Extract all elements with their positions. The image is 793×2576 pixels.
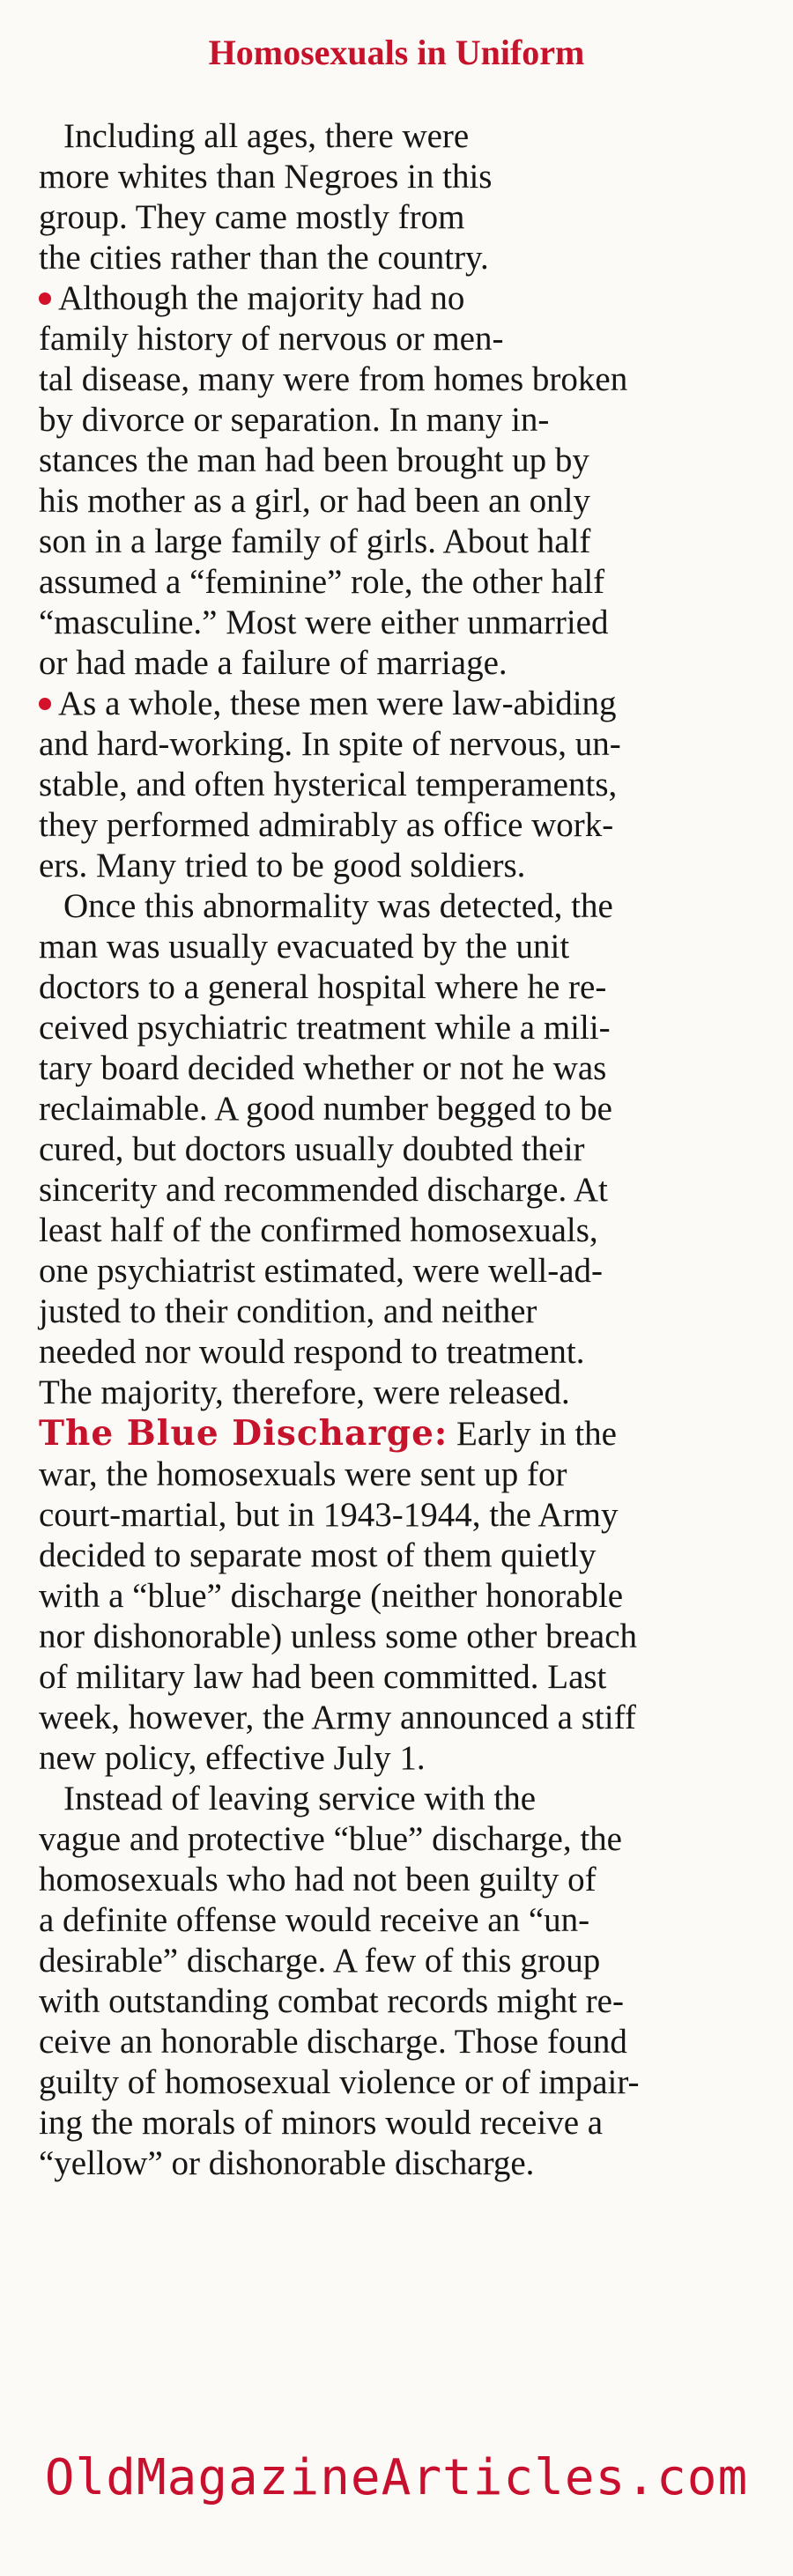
text-line (39, 1617, 761, 1657)
text-line (39, 1008, 761, 1048)
line-text: sincerity and recommended discharge. At (39, 1171, 608, 1209)
line-text: ceive an honorable discharge. Those found (39, 2023, 627, 2061)
text-line (39, 643, 761, 684)
text-line (39, 1089, 761, 1129)
line-text: Instead of leaving service with the (63, 1780, 537, 1817)
text-line (39, 440, 761, 481)
article-paragraph (39, 278, 761, 684)
line-text: desirable” discharge. A few of this group (39, 1942, 601, 1980)
text-line (39, 1210, 761, 1251)
line-text: Including all ages, there were (63, 117, 470, 155)
line-text: tal disease, many were from homes broken (39, 360, 628, 398)
text-line (39, 1332, 761, 1373)
text-line (39, 1373, 761, 1413)
line-text: of military law had been committed. Last (39, 1658, 607, 1696)
line-text: war, the homosexuals were sent up for (39, 1455, 567, 1493)
line-text: ing the morals of minors would receive a (39, 2104, 604, 2142)
line-text: guilty of homosexual violence or of impair- (39, 2063, 640, 2101)
text-line (39, 2143, 761, 2184)
line-text: homosexuals who had not been guilty of (39, 1861, 597, 1899)
text-line (39, 2103, 761, 2143)
line-text: justed to their condition, and neither (39, 1292, 537, 1330)
line-text: cured, but doctors usually doubted their (39, 1130, 585, 1168)
line-text: “masculine.” Most were either unmarried (39, 603, 609, 641)
bullet-dot-icon (39, 292, 51, 305)
text-line (39, 1251, 761, 1292)
line-text: family history of nervous or men- (39, 320, 504, 358)
text-line (39, 1941, 761, 1981)
text-line (39, 927, 761, 967)
text-line (39, 157, 761, 197)
text-line (39, 522, 761, 562)
line-text: vague and protective “blue” discharge, the (39, 1820, 622, 1858)
text-line (39, 1698, 761, 1738)
text-line (39, 603, 761, 643)
line-text: Although the majority had no (58, 279, 465, 317)
line-text: assumed a “feminine” role, the other half (39, 563, 605, 601)
line-text: new policy, effective July 1. (39, 1739, 426, 1777)
line-text: tary board decided whether or not he was (39, 1049, 607, 1087)
line-text: “yellow” or dishonorable discharge. (39, 2144, 535, 2182)
line-text: or had made a failure of marriage. (39, 644, 508, 682)
line-text: ceived psychiatric treatment while a mili- (39, 1009, 611, 1047)
article-title: Homosexuals in Uniform (208, 33, 585, 72)
text-line (39, 2022, 761, 2062)
line-text: a definite offense would receive an “un- (39, 1901, 590, 1939)
line-text: with a “blue” discharge (neither honorable (39, 1577, 624, 1615)
line-text: stable, and often hysterical temperaments, (39, 766, 618, 803)
subhead-runin: The Blue Discharge: (39, 1413, 448, 1454)
line-text: by divorce or separation. In many in- (39, 401, 550, 439)
line-text: stances the man had been brought up by (39, 441, 589, 479)
text-line (39, 1738, 761, 1779)
text-line (39, 1779, 761, 1819)
text-line (39, 1129, 761, 1170)
line-text: least half of the confirmed homosexuals, (39, 1211, 598, 1249)
text-line (39, 1170, 761, 1210)
article-body (39, 116, 761, 2184)
line-text: Early in the (448, 1415, 617, 1453)
line-text: reclaimable. A good number begged to be (39, 1090, 612, 1128)
line-text: needed nor would respond to treatment. (39, 1333, 585, 1371)
text-line (39, 846, 761, 886)
line-text: the cities rather than the country. (39, 239, 489, 277)
line-text: court-martial, but in 1943-1944, the Army (39, 1496, 619, 1534)
text-line (39, 197, 761, 238)
text-line (39, 886, 761, 927)
line-text: nor dishonorable) unless some other breach (39, 1617, 638, 1655)
text-line (39, 359, 761, 400)
text-line (39, 1495, 761, 1536)
text-line (39, 116, 761, 157)
line-text: more whites than Negroes in this (39, 158, 493, 196)
line-text: ers. Many tried to be good soldiers. (39, 847, 526, 885)
line-text: group. They came mostly from (39, 198, 465, 236)
article-paragraph (39, 886, 761, 1413)
article-paragraph (39, 1413, 761, 1779)
line-text: man was usually evacuated by the unit (39, 928, 570, 966)
text-line (39, 2062, 761, 2103)
article-paragraph (39, 1779, 761, 2184)
text-line (39, 765, 761, 805)
line-text: and hard-working. In spite of nervous, un- (39, 725, 621, 763)
text-line (39, 562, 761, 603)
text-line (39, 400, 761, 440)
text-line (39, 1900, 761, 1941)
line-text: son in a large family of girls. About half (39, 522, 591, 560)
text-line (39, 1981, 761, 2022)
text-line (39, 1413, 761, 1455)
text-line (39, 805, 761, 846)
text-line (39, 278, 761, 319)
line-text: they performed admirably as office work- (39, 806, 614, 844)
text-line (39, 724, 761, 765)
site-watermark: OldMagazineArticles.com (44, 2449, 749, 2506)
text-line (39, 1819, 761, 1860)
text-line (39, 1576, 761, 1617)
text-line (39, 1536, 761, 1576)
text-line (39, 1292, 761, 1332)
text-line (39, 684, 761, 724)
line-text: with outstanding combat records might re- (39, 1982, 624, 2020)
line-text: week, however, the Army announced a stiff (39, 1699, 636, 1736)
line-text: doctors to a general hospital where he re- (39, 968, 607, 1006)
line-text: decided to separate most of them quietly (39, 1536, 597, 1574)
line-text: Once this abnormality was detected, the (63, 887, 613, 925)
bullet-dot-icon (39, 698, 51, 710)
text-line (39, 1048, 761, 1089)
article-paragraph (39, 116, 761, 278)
text-line (39, 967, 761, 1008)
text-line (39, 238, 761, 278)
line-text: his mother as a girl, or had been an only (39, 482, 590, 520)
text-line (39, 1455, 761, 1495)
text-line (39, 481, 761, 522)
line-text: As a whole, these men were law-abiding (58, 685, 617, 722)
line-text: one psychiatrist estimated, were well-ad- (39, 1252, 604, 1290)
text-line (39, 1657, 761, 1698)
text-line (39, 319, 761, 359)
text-line (39, 1860, 761, 1900)
article-paragraph (39, 684, 761, 886)
line-text: The majority, therefore, were released. (39, 1373, 570, 1411)
